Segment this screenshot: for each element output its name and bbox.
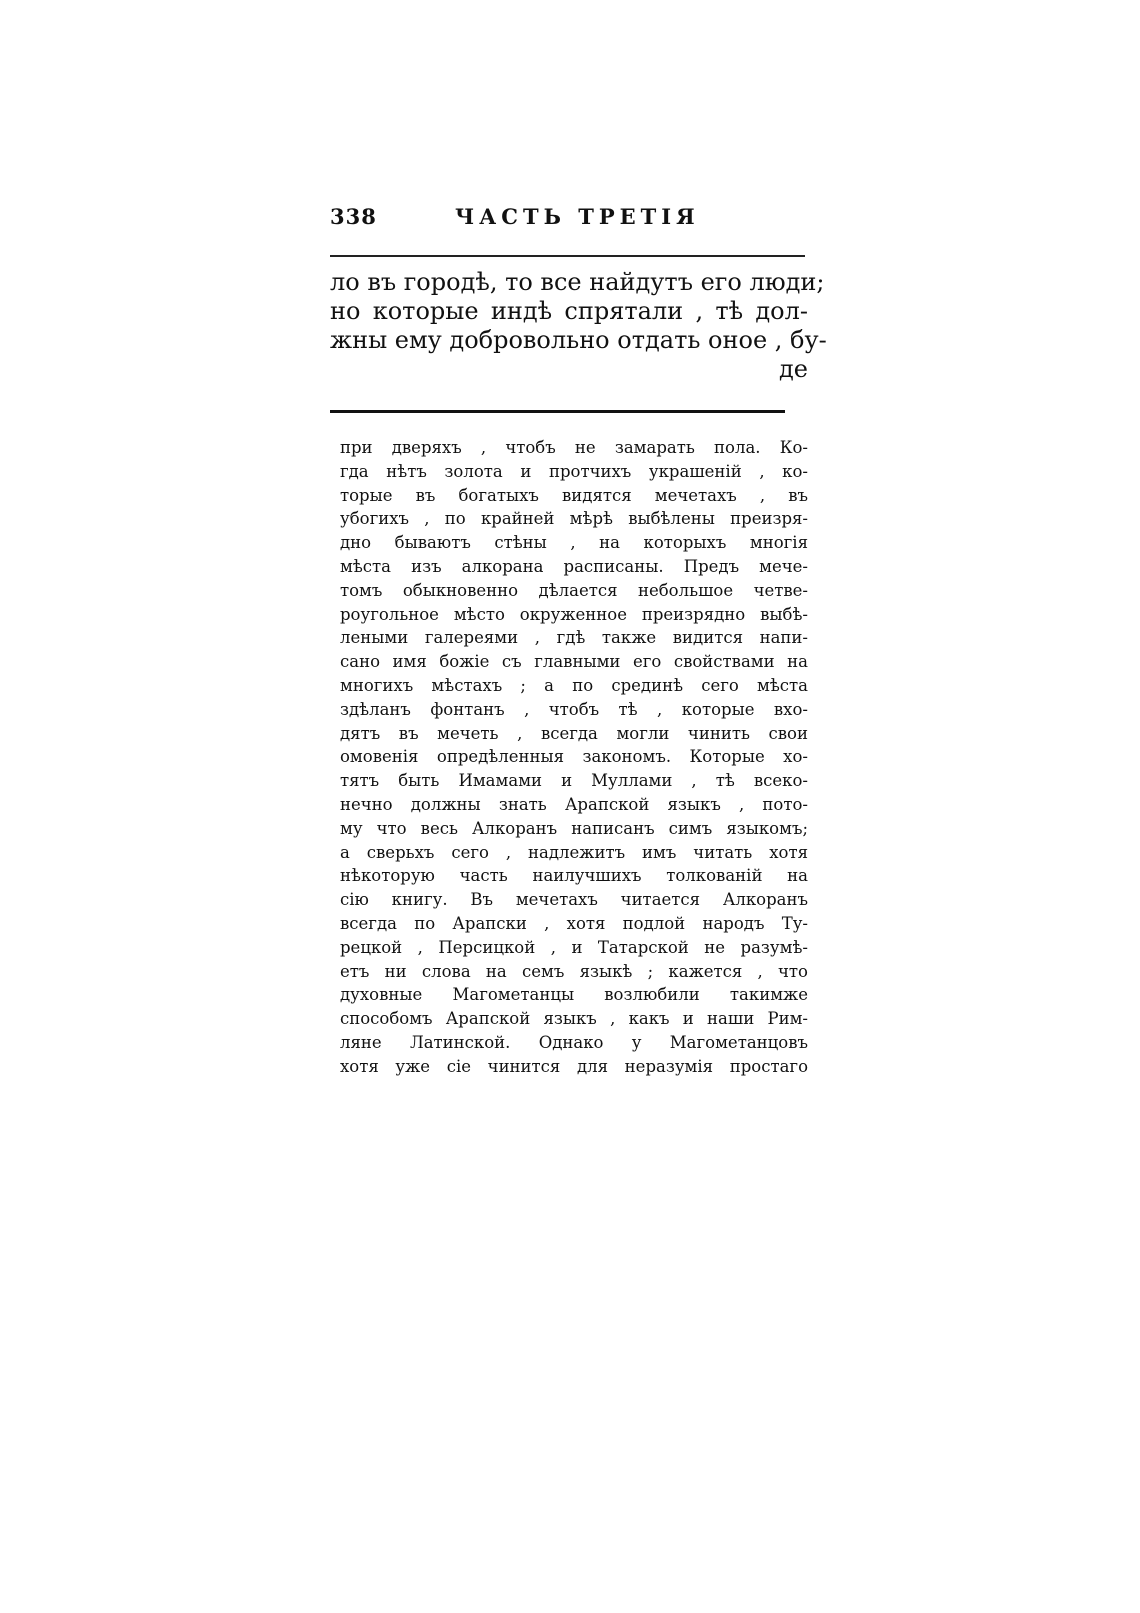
top-text-block (330, 268, 827, 384)
text-line: при дверяхъ , чтобъ не замарать пола. Ко- (340, 438, 808, 457)
text-line: тятъ быть Имамами и Муллами , тѣ всеко- (340, 771, 808, 791)
text-line: нѣкоторую часть наилучшихъ толкованій на (340, 866, 808, 886)
text-line: способомъ Арапской языкъ , какъ и наши Рим- (340, 1009, 808, 1029)
text-line: етъ ни слова на семъ языкѣ ; кажется , что (340, 961, 808, 981)
running-head (330, 204, 805, 240)
text-line: томъ обыкновенно дѣлается небольшое четве- (340, 580, 808, 600)
page-number: 338 (330, 204, 377, 229)
text-line: сію книгу. Въ мечетахъ читается Алкоранъ (340, 890, 808, 910)
text-line: нечно должны знать Арапской языкъ , пото- (340, 794, 808, 814)
text-line: мѣста изъ алкорана расписаны. Предъ мече- (340, 556, 808, 576)
header-rule (330, 255, 805, 257)
text-line: гда нѣтъ золота и протчихъ украшеній , ко- (340, 461, 808, 481)
text-line: дно бываютъ стѣны , на которыхъ многія (340, 533, 808, 553)
text-line: а сверьхъ сего , надлежитъ имъ читать хотя (340, 842, 808, 862)
section-divider-rule (330, 410, 785, 413)
text-line: здѣланъ фонтанъ , чтобъ тѣ , которые вхо- (340, 699, 808, 719)
text-line: леными галереями , гдѣ также видится напи- (340, 628, 808, 648)
text-line: всегда по Арапски , хотя подлой народъ Ту- (340, 913, 808, 933)
text-line: духовные Магометанцы возлюбили такимже (340, 985, 808, 1005)
text-line: рецкой , Персицкой , и Татарской не разумѣ- (340, 937, 808, 957)
text-line: жны ему добровольно отдать оное , бу- (330, 326, 827, 354)
text-line: торые въ богатыхъ видятся мечетахъ , въ (340, 485, 808, 505)
text-line: му что весь Алкоранъ написанъ симъ языкомъ; (340, 818, 808, 838)
text-line: ло въ городѣ, то все найдутъ его люди; (330, 268, 825, 296)
text-line: хотя уже сіе чинится для неразумія простаго (340, 1056, 808, 1076)
catchword: де (779, 355, 808, 383)
text-line: убогихъ , по крайней мѣрѣ выбѣлены преизря- (340, 509, 808, 529)
text-line: омовенія опредѣленныя закономъ. Которые хо- (340, 747, 808, 767)
text-line: многихъ мѣстахъ ; а по срединѣ сего мѣста (340, 675, 808, 695)
text-line: дятъ въ мечеть , всегда могли чинить свои (340, 723, 808, 743)
text-line: ляне Латинской. Однако у Магометанцовъ (340, 1032, 808, 1052)
text-line: но которые индѣ спрятали , тѣ дол- (330, 297, 808, 325)
text-line: сано имя божіе съ главными его свойствами на (340, 652, 808, 672)
running-title: ЧАСТЬ ТРЕТІЯ (455, 204, 700, 229)
main-text-block (340, 436, 808, 1079)
text-line: роугольное мѣсто окруженное преизрядно выбѣ- (340, 604, 808, 624)
